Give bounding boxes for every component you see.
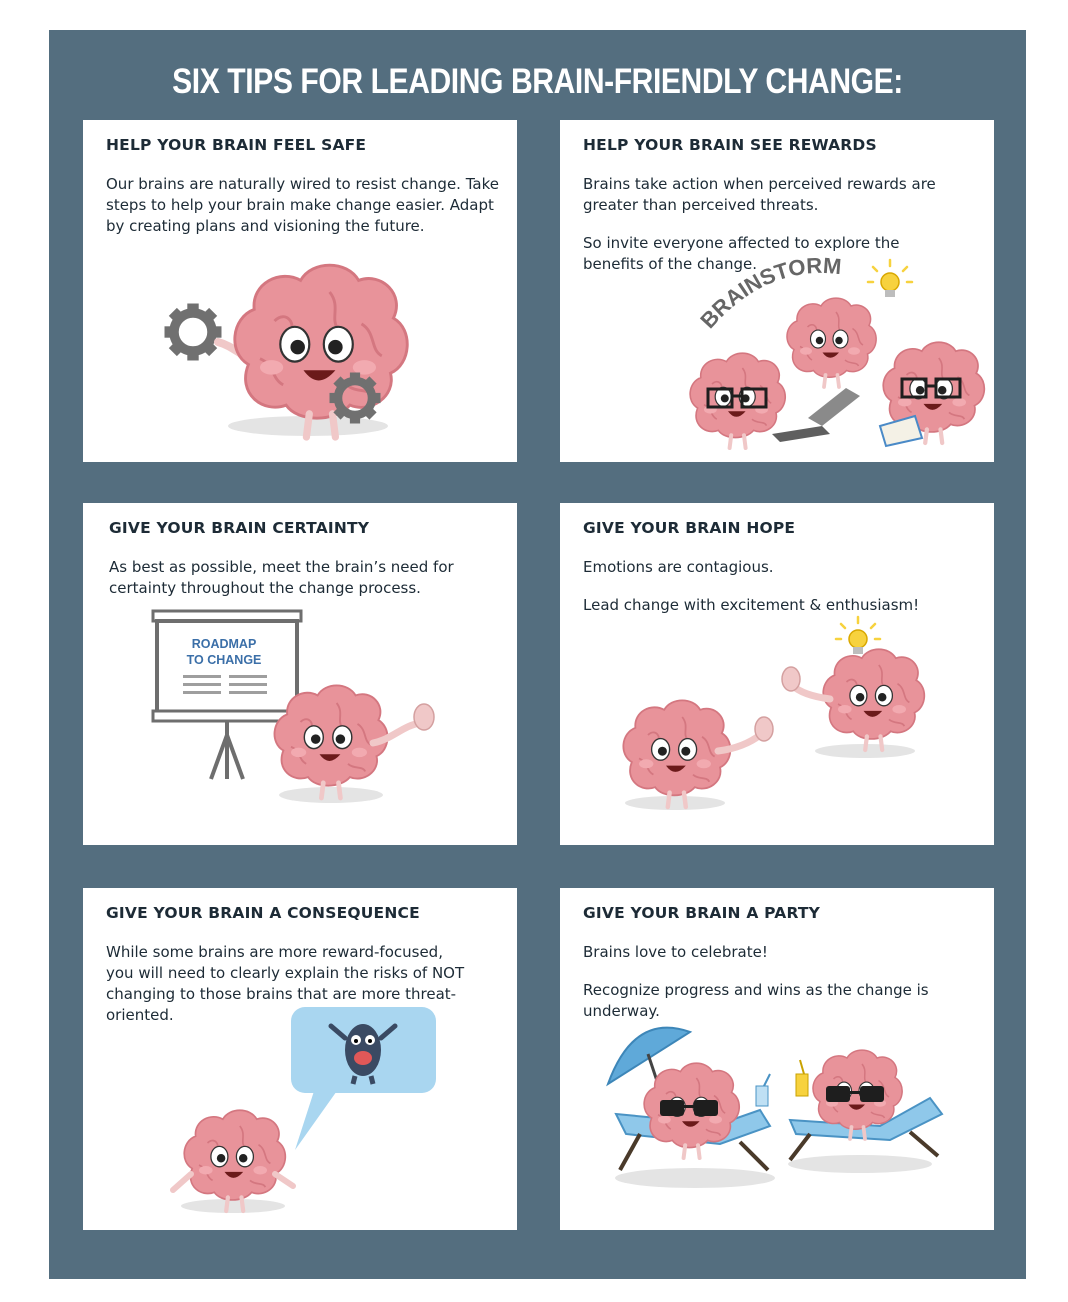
brain-character — [623, 700, 730, 807]
tip-paragraph: Our brains are naturally wired to resist change. Take steps to help your brain make change easier. Adapt by creating plans and visioning the future. — [106, 175, 499, 235]
tip-card-party — [560, 888, 994, 1230]
roadmap-illustration — [83, 503, 517, 845]
tip-heading: GIVE YOUR BRAIN CERTAINTY — [109, 519, 370, 537]
safe-illustration — [83, 120, 517, 462]
tip-paragraph: Brains love to celebrate! — [583, 943, 768, 961]
lightbulb-icon — [836, 617, 880, 654]
lightbulb-icon — [868, 260, 912, 297]
book-icon — [880, 416, 922, 446]
hope-illustration — [560, 503, 994, 845]
tip-card-feel-safe — [83, 120, 517, 462]
tip-paragraph: So invite everyone affected to explore the benefits of the change. — [583, 234, 900, 273]
drink-icon — [756, 1074, 770, 1106]
party-illustration — [560, 888, 994, 1230]
tip-paragraph: Brains take action when perceived rewards are greater than perceived threats. — [583, 175, 936, 214]
drink-icon — [796, 1060, 808, 1096]
brain-character — [823, 649, 924, 750]
brain-character — [644, 1063, 739, 1158]
gear-icon — [165, 304, 222, 361]
tip-paragraph: Emotions are contagious. — [583, 558, 774, 576]
brain-character — [690, 353, 785, 448]
tip-card-see-rewards — [560, 120, 994, 462]
brainstorm-illustration — [560, 120, 994, 462]
consequence-illustration — [83, 888, 517, 1230]
thumbs-up-icon — [755, 717, 773, 741]
tip-card-hope — [560, 503, 994, 845]
page-title: SIX TIPS FOR LEADING BRAIN-FRIENDLY CHANGE: — [172, 62, 903, 101]
brainstorm-label: BRAINSTORM — [695, 252, 843, 334]
thumbs-up-icon — [414, 704, 434, 730]
tip-paragraph: While some brains are more reward-focused, you will need to clearly explain the risks of NOT changing to those brains that are more threat-oriented. — [106, 943, 465, 1024]
tip-paragraph: Lead change with excitement & enthusiasm! — [583, 596, 920, 614]
tip-heading: GIVE YOUR BRAIN HOPE — [583, 519, 796, 537]
tip-heading: HELP YOUR BRAIN FEEL SAFE — [106, 136, 367, 154]
board-title-line1: ROADMAP — [191, 637, 257, 651]
brain-character — [235, 265, 407, 437]
board-title-line2: TO CHANGE — [186, 653, 262, 667]
tip-paragraph: As best as possible, meet the brain’s need for certainty throughout the change process. — [109, 558, 454, 597]
thumbs-up-icon — [782, 667, 800, 691]
worried-brain — [184, 1110, 285, 1211]
tip-paragraph: Recognize progress and wins as the change is underway. — [583, 981, 929, 1020]
tip-heading: GIVE YOUR BRAIN A PARTY — [583, 904, 821, 922]
tip-heading: HELP YOUR BRAIN SEE REWARDS — [583, 136, 877, 154]
tip-card-certainty — [83, 503, 517, 845]
tip-heading: GIVE YOUR BRAIN A CONSEQUENCE — [106, 904, 420, 922]
brain-character — [787, 298, 876, 387]
tip-card-consequence — [83, 888, 517, 1230]
